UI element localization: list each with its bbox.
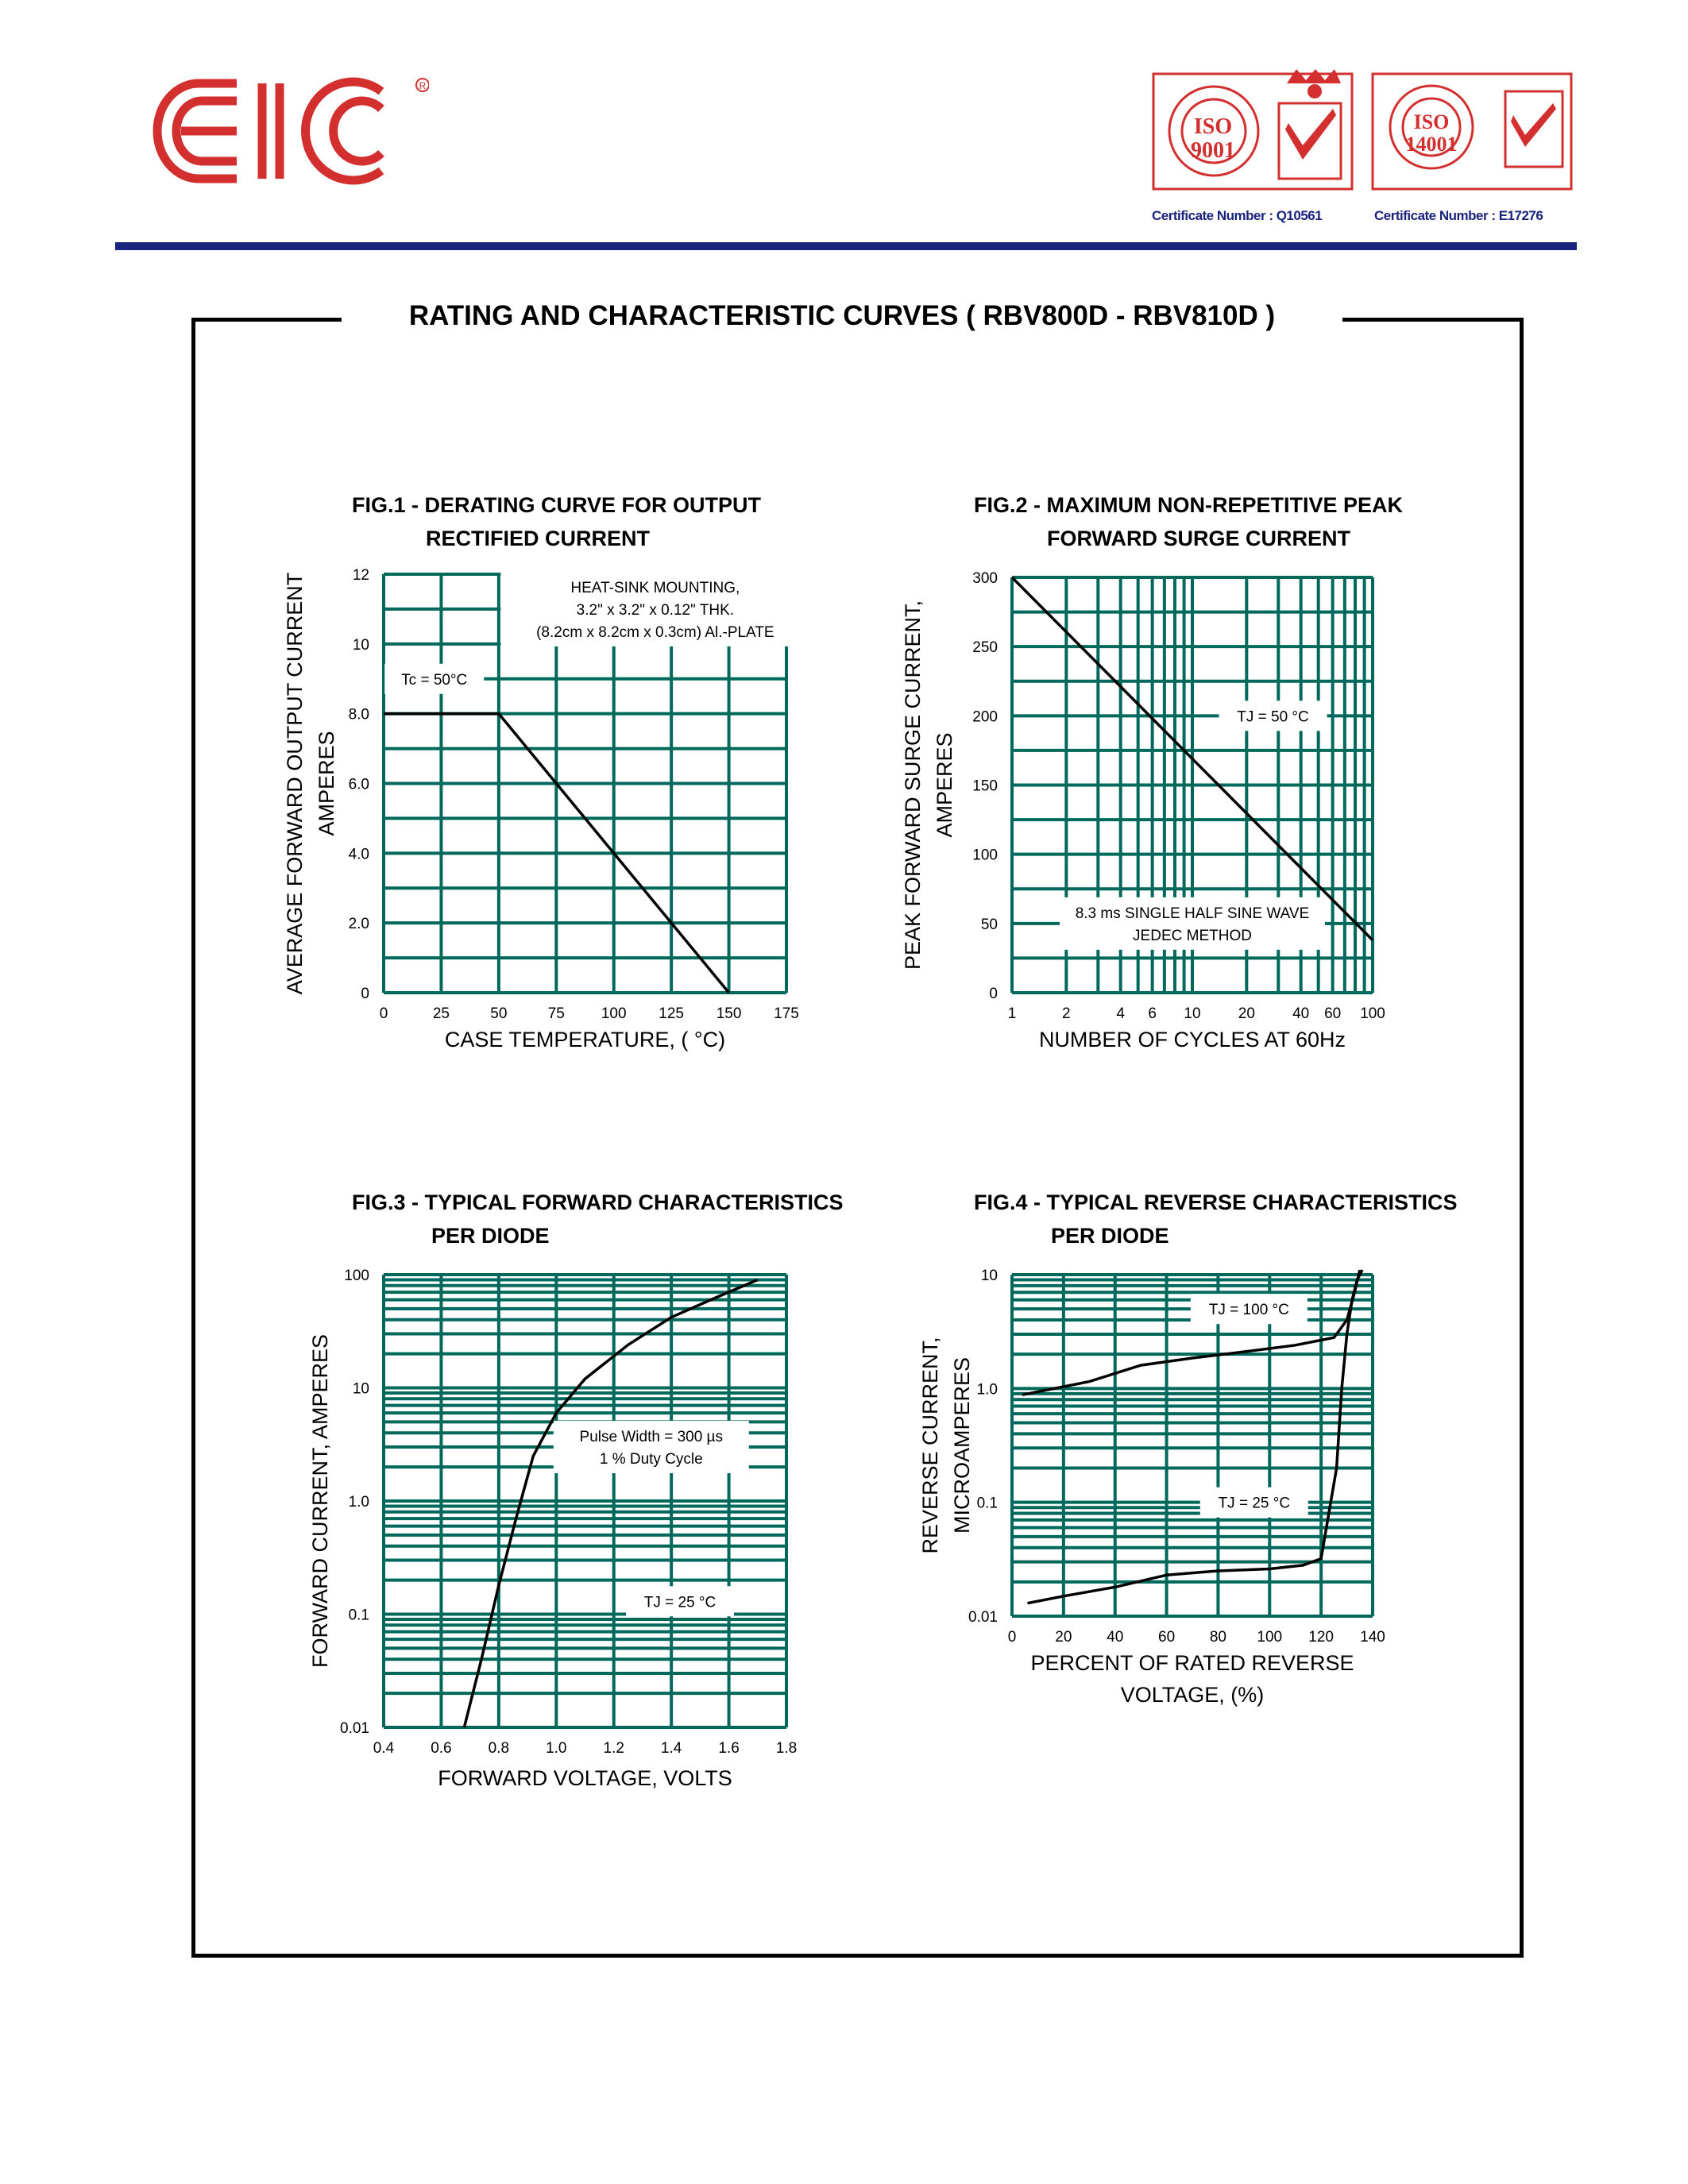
fig4-title: FIG.4 - TYPICAL REVERSE CHARACTERISTICS [974, 1190, 1458, 1214]
fig2-title-line2: FORWARD SURGE CURRENT [1047, 527, 1351, 550]
fig4-ytick-label: 1.0 [976, 1381, 998, 1399]
fig1-ytick-label: 2.0 [348, 916, 369, 933]
fig2-ytick-label: 50 [980, 916, 998, 933]
fig3-grid [384, 1275, 786, 1727]
fig4-xlabel: PERCENT OF RATED REVERSE [1030, 1651, 1354, 1675]
fig3-ytick-label: 0.1 [348, 1607, 369, 1624]
fig2-xtick-label: 10 [1184, 1005, 1201, 1022]
fig4-ytick-label: 0.1 [976, 1495, 998, 1512]
fig1-xtick-label: 150 [716, 1005, 742, 1022]
cert2-number: 14001 [1405, 133, 1458, 156]
fig3-xtick-label: 0.8 [488, 1740, 510, 1757]
fig1-annotation [500, 572, 809, 646]
fig3-title-line2: PER DIODE [431, 1224, 550, 1248]
fig1-annotation [384, 664, 484, 694]
fig3-xtick-label: 0.4 [373, 1740, 395, 1757]
annotation-text: TJ = 25 °C [643, 1594, 717, 1611]
fig2-xtick-label: 60 [1324, 1005, 1342, 1022]
fig3-ytick-label: 1.0 [348, 1494, 369, 1511]
cert1-standard: ISO [1193, 114, 1233, 139]
cert2-standard: ISO [1413, 110, 1450, 133]
fig2-ytick-label: 250 [972, 639, 998, 657]
annotation-text: HEAT-SINK MOUNTING, [570, 579, 740, 596]
fig1-ytick-label: 12 [352, 567, 369, 584]
fig4-xtick-label: 120 [1308, 1629, 1334, 1646]
annotation-text: 8.3 ms SINGLE HALF SINE WAVE [1075, 905, 1310, 922]
fig1-title: FIG.1 - DERATING CURVE FOR OUTPUT [352, 493, 762, 517]
fig1-ytick-label: 6.0 [348, 776, 369, 793]
fig4-xtick-label: 0 [1007, 1629, 1017, 1646]
fig3-ylabel: FORWARD CURRENT, AMPERES [308, 1333, 332, 1669]
fig1-chart [283, 493, 809, 1051]
fig1-xtick-label: 0 [379, 1005, 388, 1022]
annotation-text: Pulse Width = 300 µs [579, 1429, 724, 1446]
cert1-number: 9001 [1191, 138, 1235, 163]
fig3-xlabel: FORWARD VOLTAGE, VOLTS [438, 1766, 732, 1790]
annotation-text: TJ = 50 °C [1237, 708, 1309, 726]
fig4-ylabel: REVERSE CURRENT, [918, 1337, 942, 1554]
fig2-xtick-label: 100 [1360, 1005, 1385, 1022]
fig2-ytick-label: 100 [972, 847, 998, 864]
fig1-xtick-label: 125 [659, 1005, 684, 1022]
fig3-xtick-label: 1.8 [775, 1740, 798, 1757]
fig1-ytick-label: 8.0 [348, 706, 369, 723]
fig4-chart [918, 1190, 1458, 1707]
fig2-title: FIG.2 - MAXIMUM NON-REPETITIVE PEAK [974, 493, 1404, 517]
fig2-ylabel: PEAK FORWARD SURGE CURRENT, [901, 600, 925, 970]
fig4-ytick-label: 10 [980, 1268, 998, 1284]
fig1-xtick-label: 25 [432, 1005, 450, 1022]
annotation-text: JEDEC METHOD [1133, 927, 1252, 944]
fig2-ytick-label: 200 [972, 708, 998, 726]
fig3-annotation [626, 1586, 734, 1616]
cert1-number-label: Certificate Number : Q10561 [1152, 208, 1323, 223]
fig3-chart [308, 1190, 844, 1790]
fig1-title-line2: RECTIFIED CURRENT [426, 527, 650, 550]
fig1-xtick-label: 50 [490, 1005, 508, 1022]
annotation-text: Tc = 50°C [401, 671, 468, 689]
annotation-text: 1 % Duty Cycle [599, 1451, 703, 1468]
fig3-xtick-label: 1.0 [546, 1740, 567, 1757]
fig1-xtick-label: 175 [774, 1005, 799, 1022]
page-title: RATING AND CHARACTERISTIC CURVES ( RBV800D - RBV810D ) [408, 300, 1276, 331]
fig2-ytick-label: 150 [972, 778, 998, 795]
fig3-ytick-label: 100 [344, 1268, 369, 1284]
fig4-ylabel-line2: MICROAMPERES [950, 1356, 974, 1534]
annotation-text: TJ = 25 °C [1218, 1495, 1291, 1512]
annotation-text: TJ = 100 °C [1208, 1302, 1289, 1319]
fig3-xtick-label: 1.6 [718, 1740, 740, 1757]
fig4-grid [1012, 1275, 1373, 1616]
annotation-text: 3.2" x 3.2" x 0.12" THK. [576, 601, 735, 619]
fig2-xlabel: NUMBER OF CYCLES AT 60Hz [1038, 1028, 1346, 1051]
annotation-text: (8.2cm x 8.2cm x 0.3cm) Al.-PLATE [536, 623, 774, 641]
svg-text:R: R [419, 80, 427, 91]
fig3-annotation [554, 1421, 749, 1473]
fig1-ytick-label: 10 [352, 636, 369, 654]
fig2-annotation [1219, 700, 1327, 731]
fig2-xtick-label: 20 [1238, 1005, 1255, 1022]
fig4-title-line2: PER DIODE [1051, 1224, 1169, 1248]
fig4-annotation [1200, 1488, 1308, 1518]
fig1-xtick-label: 75 [547, 1005, 565, 1022]
fig4-xtick-label: 140 [1360, 1629, 1385, 1646]
fig3-xtick-label: 0.6 [431, 1740, 452, 1757]
fig2-annotation [1060, 897, 1325, 950]
fig3-ytick-label: 10 [352, 1380, 369, 1398]
fig2-ytick-label: 300 [972, 570, 998, 587]
fig2-xtick-label: 6 [1148, 1005, 1157, 1022]
fig1-ylabel-line2: AMPERES [315, 731, 338, 836]
fig2-xtick-label: 40 [1292, 1005, 1310, 1022]
cert2-number-label: Certificate Number : E17276 [1374, 208, 1543, 223]
fig1-ytick-label: 4.0 [348, 846, 369, 863]
fig4-annotation [1191, 1294, 1308, 1324]
fig2-xtick-label: 1 [1007, 1005, 1017, 1022]
fig4-ytick-label: 0.01 [968, 1609, 998, 1626]
fig3-ytick-label: 0.01 [340, 1720, 369, 1737]
fig4-xtick-label: 60 [1158, 1629, 1176, 1646]
fig2-ytick-label: 0 [989, 986, 998, 1002]
fig1-ytick-label: 0 [361, 986, 369, 1002]
fig1-xtick-label: 100 [601, 1005, 627, 1022]
fig4-xlabel-line2: VOLTAGE, (%) [1120, 1683, 1265, 1707]
fig4-xtick-label: 40 [1107, 1629, 1124, 1646]
fig2-xtick-label: 4 [1116, 1005, 1125, 1022]
fig1-ylabel: AVERAGE FORWARD OUTPUT CURRENT [283, 572, 307, 995]
fig2-chart [901, 493, 1404, 1051]
fig3-title: FIG.3 - TYPICAL FORWARD CHARACTERISTICS [352, 1190, 844, 1214]
fig4-series-line [1022, 1270, 1360, 1395]
fig3-xtick-label: 1.4 [660, 1740, 682, 1757]
fig2-ylabel-line2: AMPERES [933, 732, 956, 838]
fig2-xtick-label: 2 [1062, 1005, 1071, 1022]
fig4-xtick-label: 20 [1055, 1629, 1072, 1646]
fig3-xtick-label: 1.2 [603, 1740, 624, 1757]
fig1-xlabel: CASE TEMPERATURE, ( °C) [444, 1028, 726, 1051]
fig4-xtick-label: 100 [1257, 1629, 1283, 1646]
fig4-xtick-label: 80 [1209, 1629, 1226, 1646]
